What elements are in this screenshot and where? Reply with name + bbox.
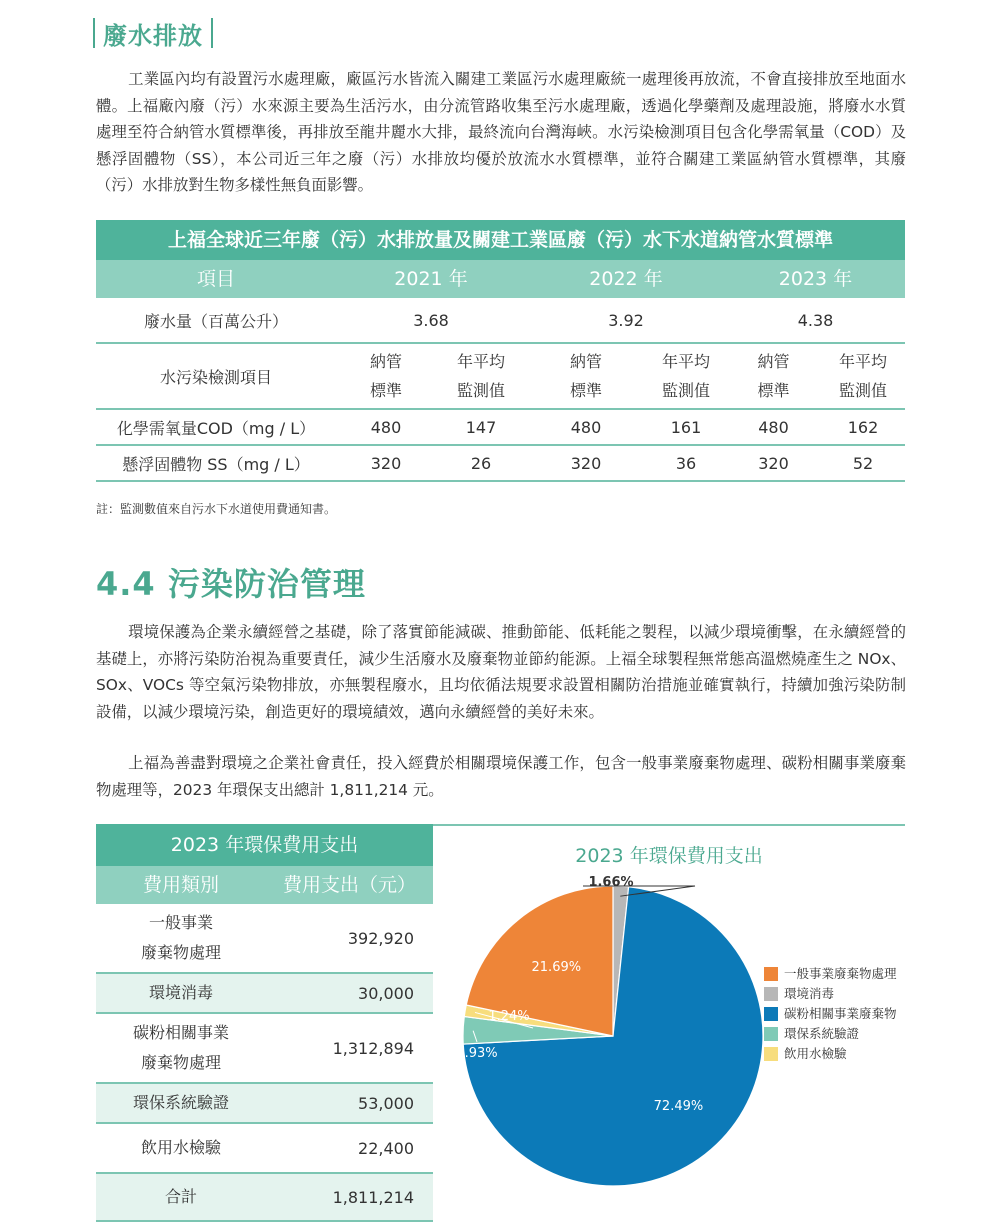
legend-swatch [764, 987, 778, 1001]
expense-amount: 22,400 [358, 1138, 414, 1158]
legend-item [764, 1006, 904, 1022]
pie-data-label: 72.49% [653, 1098, 704, 1114]
legend-label: 環保系統驗證 [784, 1026, 860, 1041]
wastewater-table [96, 220, 905, 482]
paragraph-text: 工業區內均有設置污水處理廠，廠區污水皆流入關建工業區污水處理廠統一處理後再放流，不會直接排放至地面水體。上福廠內廢（污）水來源主要為生活污水，由分流管路收集至污水處理廠，透過化學藥劑及處理設施，將廢水水質處理至符合納管水質標準後，再排放至龍井麗水大排，最終流向台灣海峽。水污染檢測項目包含化學需氧量（COD）及懸浮固體物（SS），本公司近三年之廢（污）水排放均優於放流水水質標準，並符合關建工業區納管水質標準，其廢（污）水排放對生物多樣性無負面影響。 [96, 70, 906, 194]
expense-table-header [96, 866, 433, 904]
table-row-volume [96, 298, 905, 344]
pollution-paragraph [96, 619, 906, 725]
cell-value: 26 [470, 453, 492, 473]
row-label: 水污染檢測項目 [159, 367, 272, 387]
expense-table-title: 2023 年環保費用支出 [96, 824, 433, 866]
expense-amount: 1,312,894 [332, 1038, 414, 1058]
pie-data-label: 1.66% [588, 875, 634, 890]
table-note: 註：監測數值來自污水下水道使用費通知書。 [96, 502, 337, 516]
legend-swatch [764, 1047, 778, 1061]
header-year: 2022 年 [589, 268, 663, 290]
table-row [96, 1084, 433, 1124]
legend-swatch [764, 1007, 778, 1021]
expense-paragraph [96, 750, 906, 803]
section-heading [93, 16, 213, 50]
cell-value: 320 [570, 453, 602, 473]
cell-value: 52 [852, 453, 874, 473]
cell-value: 4.38 [797, 310, 834, 330]
expense-amount: 392,920 [347, 928, 414, 948]
expense-category: 環保系統驗證 [132, 1093, 229, 1112]
pie-data-label: 21.69% [531, 960, 582, 976]
table-row [96, 1124, 433, 1174]
legend-label: 碳粉相關事業廢棄物 [784, 1006, 897, 1021]
cell-value: 320 [758, 453, 789, 473]
header-category: 費用類別 [142, 874, 219, 896]
legend-swatch [764, 967, 778, 981]
legend-item [764, 966, 904, 982]
subheader-average: 年平均 監測值 [456, 352, 505, 400]
legend-item [764, 986, 904, 1002]
header-year: 2023 年 [778, 268, 853, 290]
table-row [96, 446, 905, 482]
section-title-pollution: 4.4 污染防治管理 [96, 565, 366, 603]
legend-item [764, 1026, 904, 1042]
wastewater-paragraph [96, 66, 906, 199]
header-year: 2021 年 [394, 268, 468, 290]
cell-value: 480 [758, 417, 789, 437]
cell-value: 480 [370, 417, 402, 437]
row-label: 懸浮固體物 SS（mg / L） [122, 454, 310, 474]
legend-swatch [764, 1027, 778, 1041]
pie-data-label: 1.24% [488, 1009, 530, 1024]
expense-category: 環境消毒 [148, 983, 213, 1002]
legend-label: 環境消毒 [784, 986, 835, 1001]
subheader-standard: 納管 標準 [369, 352, 402, 400]
table-row-subheader [96, 344, 905, 410]
expense-category: 一般事業 廢棄物處理 [140, 913, 221, 962]
cell-value: 3.68 [413, 310, 449, 330]
expense-amount: 30,000 [358, 983, 414, 1003]
subheader-average: 年平均 監測值 [661, 352, 710, 400]
row-label: 廢水量（百萬公升） [143, 311, 288, 331]
subheader-standard: 納管 標準 [569, 352, 602, 400]
table-title: 上福全球近三年廢（污）水排放量及關建工業區廢（污）水下水道納管水質標準 [96, 220, 905, 260]
table-row [96, 974, 433, 1014]
expense-table [96, 824, 433, 1222]
cell-value: 3.92 [608, 310, 644, 330]
legend-label: 飲用水檢驗 [784, 1046, 847, 1061]
table-row [96, 410, 905, 446]
paragraph-text: 環境保護為企業永續經營之基礎，除了落實節能減碳、推動節能、低耗能之製程，以減少環境衝擊，在永續經營的基礎上，亦將污染防治視為重要責任，減少生活廢水及廢棄物並節約能源。上福全球製程無常態高溫燃燒產生之 NOx、SOx、VOCs 等空氣污染物排放，亦無製程廢水，且均依循法規要求設置相關防治措施並確實執行，持續加強污染防制設備，以減少環境污染，創造更好的環境績效，邁向永續經營的美好未來。 [96, 623, 906, 721]
expense-category: 飲用水檢驗 [140, 1138, 221, 1157]
expense-category: 碳粉相關事業 廢棄物處理 [132, 1023, 229, 1072]
cell-value: 320 [370, 453, 402, 473]
header-item: 項目 [196, 268, 235, 290]
table-row [96, 1014, 433, 1084]
cell-value: 480 [570, 417, 602, 437]
cell-value: 162 [847, 417, 879, 437]
cell-value: 161 [670, 417, 702, 437]
legend-label: 一般事業廢棄物處理 [784, 966, 897, 981]
section-title: 廢水排放 [103, 21, 203, 50]
pie-chart [433, 866, 763, 1196]
paragraph-text: 上福為善盡對環境之企業社會責任，投入經費於相關環境保護工作，包含一般事業廢棄物處理、碳粉相關事業廢棄物處理等，2023 年環保支出總計 1,811,214 元。 [96, 754, 906, 799]
legend-item [764, 1046, 904, 1062]
cell-value: 36 [675, 453, 697, 473]
table-header [96, 260, 905, 298]
pie-data-label: 2.93% [456, 1046, 498, 1061]
subheader-standard: 納管 標準 [757, 352, 790, 400]
header-amount: 費用支出（元） [282, 874, 416, 896]
row-label: 化學需氧量COD（mg / L） [116, 418, 316, 438]
table-row [96, 904, 433, 974]
expense-amount: 53,000 [358, 1093, 414, 1113]
expense-amount: 1,811,214 [332, 1187, 414, 1207]
subheader-average: 年平均 監測值 [838, 352, 887, 400]
cell-value: 147 [465, 417, 497, 437]
expense-category: 合計 [164, 1187, 197, 1206]
heading-bar-right [211, 18, 213, 48]
chart-title: 2023 年環保費用支出 [575, 845, 763, 867]
chart-legend [764, 966, 904, 1066]
table-row-total [96, 1174, 433, 1222]
